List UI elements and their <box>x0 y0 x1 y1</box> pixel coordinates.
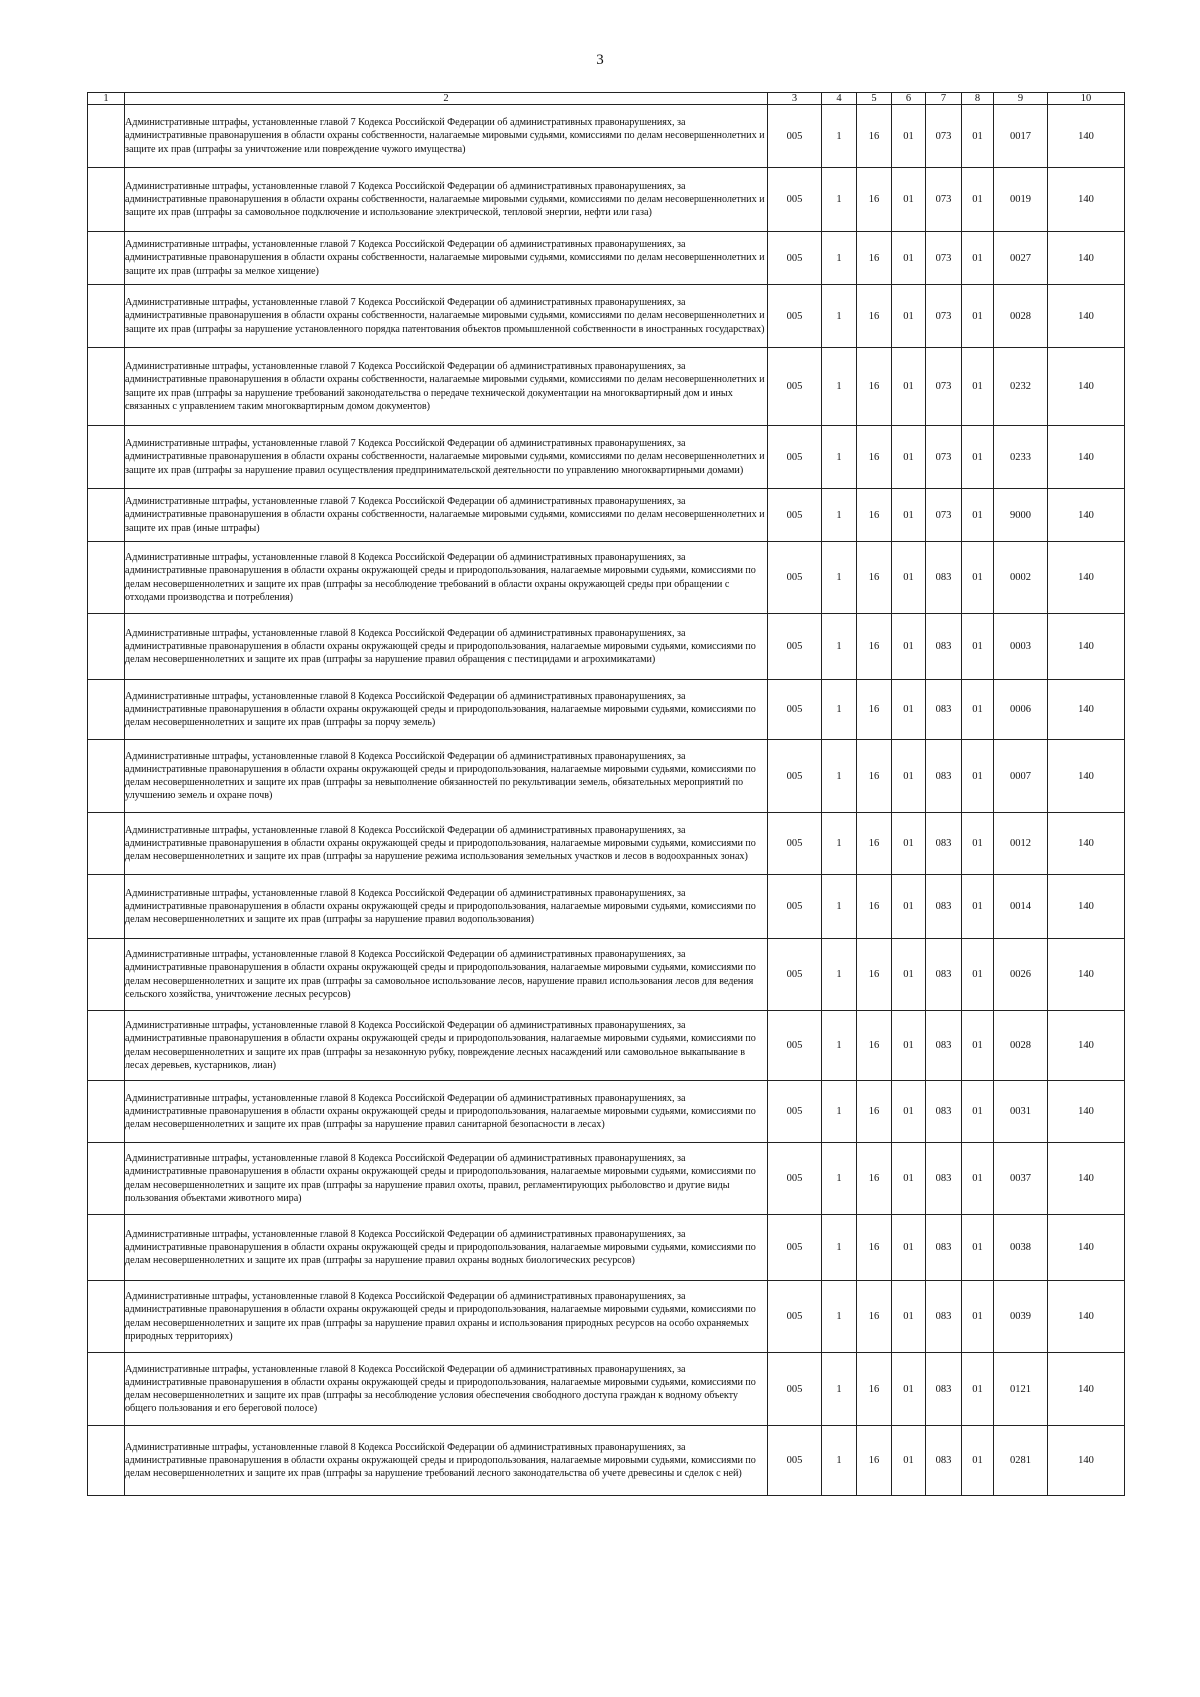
fine-description: Административные штрафы, установленные главой 8 Кодекса Российской Федерации об административных правонарушениях, за административные правонарушения в области охраны окружающей среды и природопользования, налагаемые мировыми судьями, комиссиями по делам несовершеннолетних и защите их прав (штрафы за нарушение правил обращения с пестицидами и агрохимикатами) <box>125 614 768 680</box>
code-cell-c8: 01 <box>962 168 994 232</box>
code-cell-c8: 01 <box>962 1426 994 1496</box>
fine-description: Административные штрафы, установленные главой 7 Кодекса Российской Федерации об административных правонарушениях, за административные правонарушения в области охраны собственности, налагаемые мировыми судьями, комиссиями по делам несовершеннолетних и защите их прав (штрафы за нарушение правил осуществления предпринимательской деятельности по управлению многоквартирными домами) <box>125 426 768 489</box>
column-header: 10 <box>1048 93 1125 105</box>
fine-description: Административные штрафы, установленные главой 7 Кодекса Российской Федерации об административных правонарушениях, за административные правонарушения в области охраны собственности, налагаемые мировыми судьями, комиссиями по делам несовершеннолетних и защите их прав (штрафы за самовольное подключение и использование электрической, тепловой энергии, нефти или газа) <box>125 168 768 232</box>
code-cell-c6: 01 <box>892 168 926 232</box>
code-cell-c5: 16 <box>857 1426 892 1496</box>
code-cell-c5: 16 <box>857 1011 892 1081</box>
code-cell-c3: 005 <box>768 680 822 740</box>
code-cell-c8: 01 <box>962 939 994 1011</box>
code-cell-c9: 0026 <box>994 939 1048 1011</box>
code-cell-c7: 083 <box>926 1011 962 1081</box>
code-cell-c9: 0038 <box>994 1215 1048 1281</box>
code-cell-c10: 140 <box>1048 939 1125 1011</box>
code-cell-c9: 0031 <box>994 1081 1048 1143</box>
fine-description: Административные штрафы, установленные главой 8 Кодекса Российской Федерации об административных правонарушениях, за административные правонарушения в области охраны окружающей среды и природопользования, налагаемые мировыми судьями, комиссиями по делам несовершеннолетних и защите их прав (штрафы за несоблюдение условия обеспечения свободного доступа граждан к водному объекту общего пользования и его береговой полосе) <box>125 1353 768 1426</box>
row-empty-cell <box>88 168 125 232</box>
code-cell-c5: 16 <box>857 1215 892 1281</box>
code-cell-c4: 1 <box>822 542 857 614</box>
table-row <box>88 875 1125 939</box>
code-cell-c6: 01 <box>892 1353 926 1426</box>
table-row <box>88 1011 1125 1081</box>
code-cell-c9: 0002 <box>994 542 1048 614</box>
row-empty-cell <box>88 1281 125 1353</box>
row-empty-cell <box>88 680 125 740</box>
code-cell-c10: 140 <box>1048 105 1125 168</box>
table-row <box>88 813 1125 875</box>
code-cell-c9: 0121 <box>994 1353 1048 1426</box>
code-cell-c6: 01 <box>892 1011 926 1081</box>
code-cell-c6: 01 <box>892 740 926 813</box>
code-cell-c10: 140 <box>1048 489 1125 542</box>
code-cell-c4: 1 <box>822 489 857 542</box>
code-cell-c8: 01 <box>962 489 994 542</box>
fine-description: Административные штрафы, установленные главой 8 Кодекса Российской Федерации об административных правонарушениях, за административные правонарушения в области охраны окружающей среды и природопользования, налагаемые мировыми судьями, комиссиями по делам несовершеннолетних и защите их прав (штрафы за самовольное использование лесов, нарушение правил использования лесов для ведения сельского хозяйства, уничтожение лесных ресурсов) <box>125 939 768 1011</box>
row-empty-cell <box>88 740 125 813</box>
table-row <box>88 1353 1125 1426</box>
code-cell-c6: 01 <box>892 426 926 489</box>
code-cell-c10: 140 <box>1048 1011 1125 1081</box>
code-cell-c10: 140 <box>1048 168 1125 232</box>
code-cell-c7: 073 <box>926 348 962 426</box>
code-cell-c6: 01 <box>892 875 926 939</box>
code-cell-c10: 140 <box>1048 614 1125 680</box>
code-cell-c7: 083 <box>926 939 962 1011</box>
code-cell-c4: 1 <box>822 1353 857 1426</box>
code-cell-c4: 1 <box>822 939 857 1011</box>
code-cell-c7: 083 <box>926 1426 962 1496</box>
code-cell-c8: 01 <box>962 1215 994 1281</box>
code-cell-c7: 083 <box>926 1081 962 1143</box>
row-empty-cell <box>88 232 125 285</box>
code-cell-c3: 005 <box>768 105 822 168</box>
code-cell-c9: 9000 <box>994 489 1048 542</box>
code-cell-c4: 1 <box>822 875 857 939</box>
code-cell-c10: 140 <box>1048 875 1125 939</box>
code-cell-c6: 01 <box>892 680 926 740</box>
page-number: 3 <box>596 52 604 68</box>
code-cell-c5: 16 <box>857 939 892 1011</box>
code-cell-c5: 16 <box>857 542 892 614</box>
code-cell-c4: 1 <box>822 1081 857 1143</box>
code-cell-c7: 083 <box>926 680 962 740</box>
code-cell-c7: 073 <box>926 232 962 285</box>
fine-description: Административные штрафы, установленные главой 8 Кодекса Российской Федерации об административных правонарушениях, за административные правонарушения в области охраны окружающей среды и природопользования, налагаемые мировыми судьями, комиссиями по делам несовершеннолетних и защите их прав (штрафы за несоблюдение требований в области охраны окружающей среды при обращении с отходами производства и потребления) <box>125 542 768 614</box>
code-cell-c10: 140 <box>1048 680 1125 740</box>
row-empty-cell <box>88 1011 125 1081</box>
code-cell-c4: 1 <box>822 1426 857 1496</box>
row-empty-cell <box>88 426 125 489</box>
row-empty-cell <box>88 105 125 168</box>
column-header: 9 <box>994 93 1048 105</box>
fine-description: Административные штрафы, установленные главой 8 Кодекса Российской Федерации об административных правонарушениях, за административные правонарушения в области охраны окружающей среды и природопользования, налагаемые мировыми судьями, комиссиями по делам несовершеннолетних и защите их прав (штрафы за невыполнение обязанностей по рекультивации земель, обязательных мероприятий по улучшению земель и охране почв) <box>125 740 768 813</box>
code-cell-c8: 01 <box>962 875 994 939</box>
fine-description: Административные штрафы, установленные главой 7 Кодекса Российской Федерации об административных правонарушениях, за административные правонарушения в области охраны собственности, налагаемые мировыми судьями, комиссиями по делам несовершеннолетних и защите их прав (штрафы за уничтожение или повреждение чужого имущества) <box>125 105 768 168</box>
row-empty-cell <box>88 348 125 426</box>
code-cell-c3: 005 <box>768 348 822 426</box>
code-cell-c7: 073 <box>926 489 962 542</box>
code-cell-c3: 005 <box>768 1215 822 1281</box>
code-cell-c5: 16 <box>857 1081 892 1143</box>
table-row <box>88 105 1125 168</box>
code-cell-c5: 16 <box>857 489 892 542</box>
column-header: 7 <box>926 93 962 105</box>
code-cell-c6: 01 <box>892 1081 926 1143</box>
table-row <box>88 348 1125 426</box>
code-cell-c8: 01 <box>962 614 994 680</box>
fine-description: Административные штрафы, установленные главой 7 Кодекса Российской Федерации об административных правонарушениях, за административные правонарушения в области охраны собственности, налагаемые мировыми судьями, комиссиями по делам несовершеннолетних и защите их прав (иные штрафы) <box>125 489 768 542</box>
code-cell-c3: 005 <box>768 1281 822 1353</box>
code-cell-c9: 0012 <box>994 813 1048 875</box>
code-cell-c5: 16 <box>857 1143 892 1215</box>
code-cell-c10: 140 <box>1048 348 1125 426</box>
column-header: 8 <box>962 93 994 105</box>
table-row <box>88 1143 1125 1215</box>
code-cell-c4: 1 <box>822 1215 857 1281</box>
code-cell-c3: 005 <box>768 813 822 875</box>
table-row <box>88 489 1125 542</box>
code-cell-c4: 1 <box>822 105 857 168</box>
code-cell-c10: 140 <box>1048 232 1125 285</box>
code-cell-c9: 0028 <box>994 1011 1048 1081</box>
code-cell-c9: 0037 <box>994 1143 1048 1215</box>
code-cell-c3: 005 <box>768 542 822 614</box>
code-cell-c3: 005 <box>768 1081 822 1143</box>
code-cell-c6: 01 <box>892 939 926 1011</box>
code-cell-c8: 01 <box>962 1081 994 1143</box>
code-cell-c4: 1 <box>822 232 857 285</box>
code-cell-c3: 005 <box>768 939 822 1011</box>
column-number-row <box>88 93 1125 105</box>
code-cell-c8: 01 <box>962 105 994 168</box>
code-cell-c6: 01 <box>892 1143 926 1215</box>
code-cell-c4: 1 <box>822 680 857 740</box>
code-cell-c6: 01 <box>892 1215 926 1281</box>
table-row <box>88 1426 1125 1496</box>
code-cell-c3: 005 <box>768 489 822 542</box>
code-cell-c10: 140 <box>1048 1281 1125 1353</box>
code-cell-c4: 1 <box>822 1143 857 1215</box>
column-header: 6 <box>892 93 926 105</box>
table-row <box>88 168 1125 232</box>
code-cell-c9: 0233 <box>994 426 1048 489</box>
row-empty-cell <box>88 1215 125 1281</box>
budget-codes-table <box>87 92 1125 1496</box>
code-cell-c10: 140 <box>1048 1215 1125 1281</box>
fine-description: Административные штрафы, установленные главой 8 Кодекса Российской Федерации об административных правонарушениях, за административные правонарушения в области охраны окружающей среды и природопользования, налагаемые мировыми судьями, комиссиями по делам несовершеннолетних и защите их прав (штрафы за нарушение правил охоты, правил, регламентирующих рыболовство и другие виды пользования объектами животного мира) <box>125 1143 768 1215</box>
code-cell-c10: 140 <box>1048 1143 1125 1215</box>
code-cell-c5: 16 <box>857 105 892 168</box>
code-cell-c8: 01 <box>962 426 994 489</box>
table-row <box>88 285 1125 348</box>
code-cell-c3: 005 <box>768 426 822 489</box>
column-header: 4 <box>822 93 857 105</box>
code-cell-c3: 005 <box>768 1143 822 1215</box>
code-cell-c6: 01 <box>892 285 926 348</box>
code-cell-c3: 005 <box>768 740 822 813</box>
fine-description: Административные штрафы, установленные главой 8 Кодекса Российской Федерации об административных правонарушениях, за административные правонарушения в области охраны окружающей среды и природопользования, налагаемые мировыми судьями, комиссиями по делам несовершеннолетних и защите их прав (штрафы за нарушение правил охраны водных биологических ресурсов) <box>125 1215 768 1281</box>
row-empty-cell <box>88 1081 125 1143</box>
fine-description: Административные штрафы, установленные главой 7 Кодекса Российской Федерации об административных правонарушениях, за административные правонарушения в области охраны собственности, налагаемые мировыми судьями, комиссиями по делам несовершеннолетних и защите их прав (штрафы за мелкое хищение) <box>125 232 768 285</box>
code-cell-c6: 01 <box>892 813 926 875</box>
code-cell-c3: 005 <box>768 614 822 680</box>
table-row <box>88 740 1125 813</box>
code-cell-c7: 073 <box>926 105 962 168</box>
code-cell-c5: 16 <box>857 1353 892 1426</box>
code-cell-c5: 16 <box>857 168 892 232</box>
code-cell-c6: 01 <box>892 348 926 426</box>
column-header: 2 <box>125 93 768 105</box>
code-cell-c3: 005 <box>768 1353 822 1426</box>
code-cell-c7: 083 <box>926 1353 962 1426</box>
fine-description: Административные штрафы, установленные главой 8 Кодекса Российской Федерации об административных правонарушениях, за административные правонарушения в области охраны окружающей среды и природопользования, налагаемые мировыми судьями, комиссиями по делам несовершеннолетних и защите их прав (штрафы за нарушение требований лесного законодательства об учете древесины и сделок с ней) <box>125 1426 768 1496</box>
table-row <box>88 426 1125 489</box>
row-empty-cell <box>88 1353 125 1426</box>
column-header: 1 <box>88 93 125 105</box>
code-cell-c6: 01 <box>892 1281 926 1353</box>
code-cell-c5: 16 <box>857 813 892 875</box>
code-cell-c4: 1 <box>822 740 857 813</box>
code-cell-c7: 083 <box>926 740 962 813</box>
code-cell-c6: 01 <box>892 1426 926 1496</box>
table-row <box>88 614 1125 680</box>
code-cell-c4: 1 <box>822 348 857 426</box>
fine-description: Административные штрафы, установленные главой 8 Кодекса Российской Федерации об административных правонарушениях, за административные правонарушения в области охраны окружающей среды и природопользования, налагаемые мировыми судьями, комиссиями по делам несовершеннолетних и защите их прав (штрафы за порчу земель) <box>125 680 768 740</box>
code-cell-c7: 083 <box>926 542 962 614</box>
code-cell-c4: 1 <box>822 285 857 348</box>
code-cell-c9: 0019 <box>994 168 1048 232</box>
code-cell-c8: 01 <box>962 1281 994 1353</box>
code-cell-c7: 073 <box>926 285 962 348</box>
code-cell-c8: 01 <box>962 1353 994 1426</box>
fine-description: Административные штрафы, установленные главой 8 Кодекса Российской Федерации об административных правонарушениях, за административные правонарушения в области охраны окружающей среды и природопользования, налагаемые мировыми судьями, комиссиями по делам несовершеннолетних и защите их прав (штрафы за нарушение правил водопользования) <box>125 875 768 939</box>
code-cell-c5: 16 <box>857 348 892 426</box>
code-cell-c7: 083 <box>926 1215 962 1281</box>
fine-description: Административные штрафы, установленные главой 7 Кодекса Российской Федерации об административных правонарушениях, за административные правонарушения в области охраны собственности, налагаемые мировыми судьями, комиссиями по делам несовершеннолетних и защите их прав (штрафы за нарушение требований законодательства о передаче технической документации на многоквартирный дом и иных связанных с управлением таким многоквартирным домом документов) <box>125 348 768 426</box>
code-cell-c9: 0017 <box>994 105 1048 168</box>
code-cell-c7: 083 <box>926 1143 962 1215</box>
fine-description: Административные штрафы, установленные главой 7 Кодекса Российской Федерации об административных правонарушениях, за административные правонарушения в области охраны собственности, налагаемые мировыми судьями, комиссиями по делам несовершеннолетних и защите их прав (штрафы за нарушение установленного порядка патентования объектов промышленной собственности в иностранных государствах) <box>125 285 768 348</box>
code-cell-c5: 16 <box>857 740 892 813</box>
code-cell-c9: 0039 <box>994 1281 1048 1353</box>
code-cell-c7: 073 <box>926 168 962 232</box>
code-cell-c3: 005 <box>768 232 822 285</box>
code-cell-c5: 16 <box>857 426 892 489</box>
row-empty-cell <box>88 614 125 680</box>
code-cell-c3: 005 <box>768 875 822 939</box>
code-cell-c4: 1 <box>822 614 857 680</box>
code-cell-c7: 083 <box>926 614 962 680</box>
code-cell-c8: 01 <box>962 680 994 740</box>
table-row <box>88 232 1125 285</box>
fine-description: Административные штрафы, установленные главой 8 Кодекса Российской Федерации об административных правонарушениях, за административные правонарушения в области охраны окружающей среды и природопользования, налагаемые мировыми судьями, комиссиями по делам несовершеннолетних и защите их прав (штрафы за нарушение правил охраны и использования природных ресурсов на особо охраняемых природных территориях) <box>125 1281 768 1353</box>
code-cell-c6: 01 <box>892 542 926 614</box>
table-row <box>88 939 1125 1011</box>
code-cell-c4: 1 <box>822 168 857 232</box>
code-cell-c4: 1 <box>822 813 857 875</box>
code-cell-c5: 16 <box>857 614 892 680</box>
code-cell-c3: 005 <box>768 168 822 232</box>
row-empty-cell <box>88 1426 125 1496</box>
row-empty-cell <box>88 285 125 348</box>
table-row <box>88 1215 1125 1281</box>
table-row <box>88 1081 1125 1143</box>
code-cell-c10: 140 <box>1048 542 1125 614</box>
code-cell-c5: 16 <box>857 680 892 740</box>
code-cell-c8: 01 <box>962 740 994 813</box>
code-cell-c8: 01 <box>962 1143 994 1215</box>
code-cell-c9: 0014 <box>994 875 1048 939</box>
code-cell-c7: 083 <box>926 875 962 939</box>
table-row <box>88 680 1125 740</box>
table-row <box>88 542 1125 614</box>
table-row <box>88 1281 1125 1353</box>
code-cell-c10: 140 <box>1048 1081 1125 1143</box>
fine-description: Административные штрафы, установленные главой 8 Кодекса Российской Федерации об административных правонарушениях, за административные правонарушения в области охраны окружающей среды и природопользования, налагаемые мировыми судьями, комиссиями по делам несовершеннолетних и защите их прав (штрафы за нарушение режима использования земельных участков и лесов в водоохранных зонах) <box>125 813 768 875</box>
code-cell-c7: 073 <box>926 426 962 489</box>
code-cell-c8: 01 <box>962 1011 994 1081</box>
row-empty-cell <box>88 542 125 614</box>
code-cell-c5: 16 <box>857 285 892 348</box>
code-cell-c10: 140 <box>1048 285 1125 348</box>
code-cell-c9: 0028 <box>994 285 1048 348</box>
code-cell-c6: 01 <box>892 232 926 285</box>
code-cell-c8: 01 <box>962 285 994 348</box>
code-cell-c9: 0232 <box>994 348 1048 426</box>
fine-description: Административные штрафы, установленные главой 8 Кодекса Российской Федерации об административных правонарушениях, за административные правонарушения в области охраны окружающей среды и природопользования, налагаемые мировыми судьями, комиссиями по делам несовершеннолетних и защите их прав (штрафы за незаконную рубку, повреждение лесных насаждений или самовольное выкапывание в лесах деревьев, кустарников, лиан) <box>125 1011 768 1081</box>
code-cell-c6: 01 <box>892 614 926 680</box>
code-cell-c3: 005 <box>768 1426 822 1496</box>
code-cell-c7: 083 <box>926 813 962 875</box>
code-cell-c10: 140 <box>1048 740 1125 813</box>
column-header: 5 <box>857 93 892 105</box>
code-cell-c4: 1 <box>822 1011 857 1081</box>
code-cell-c6: 01 <box>892 105 926 168</box>
code-cell-c8: 01 <box>962 232 994 285</box>
column-header: 3 <box>768 93 822 105</box>
code-cell-c3: 005 <box>768 1011 822 1081</box>
code-cell-c6: 01 <box>892 489 926 542</box>
code-cell-c8: 01 <box>962 348 994 426</box>
code-cell-c10: 140 <box>1048 813 1125 875</box>
row-empty-cell <box>88 1143 125 1215</box>
row-empty-cell <box>88 489 125 542</box>
fine-description: Административные штрафы, установленные главой 8 Кодекса Российской Федерации об административных правонарушениях, за административные правонарушения в области охраны окружающей среды и природопользования, налагаемые мировыми судьями, комиссиями по делам несовершеннолетних и защите их прав (штрафы за нарушение правил санитарной безопасности в лесах) <box>125 1081 768 1143</box>
table-body <box>88 105 1125 1496</box>
row-empty-cell <box>88 875 125 939</box>
row-empty-cell <box>88 939 125 1011</box>
code-cell-c3: 005 <box>768 285 822 348</box>
code-cell-c9: 0006 <box>994 680 1048 740</box>
code-cell-c9: 0281 <box>994 1426 1048 1496</box>
code-cell-c5: 16 <box>857 232 892 285</box>
code-cell-c7: 083 <box>926 1281 962 1353</box>
code-cell-c10: 140 <box>1048 1353 1125 1426</box>
code-cell-c8: 01 <box>962 813 994 875</box>
row-empty-cell <box>88 813 125 875</box>
code-cell-c4: 1 <box>822 1281 857 1353</box>
code-cell-c10: 140 <box>1048 426 1125 489</box>
code-cell-c10: 140 <box>1048 1426 1125 1496</box>
code-cell-c9: 0003 <box>994 614 1048 680</box>
code-cell-c8: 01 <box>962 542 994 614</box>
code-cell-c4: 1 <box>822 426 857 489</box>
code-cell-c5: 16 <box>857 875 892 939</box>
code-cell-c9: 0027 <box>994 232 1048 285</box>
code-cell-c9: 0007 <box>994 740 1048 813</box>
code-cell-c5: 16 <box>857 1281 892 1353</box>
